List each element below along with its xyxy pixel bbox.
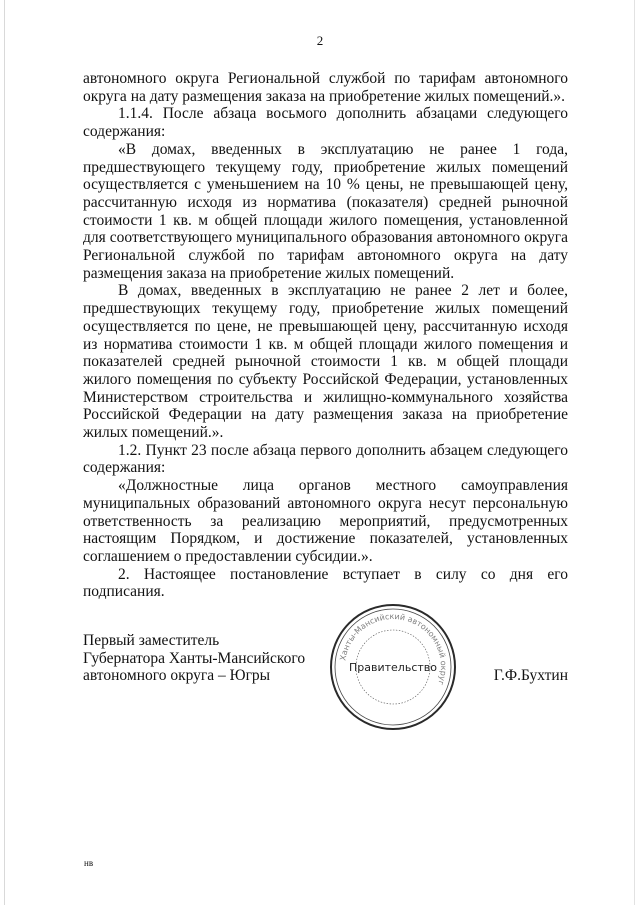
- signatory-title-line: Губернатора Ханты-Мансийского: [83, 649, 306, 667]
- stamp-center-text: Правительство: [349, 661, 437, 674]
- paragraph-quote-2-years: В домах, введенных в эксплуатацию не ранее 2 лет и более, предшествующих текущему году, приобретение жилых помещений осуществляется по цене, не превышающей цену, рассчитанную исходя из норматива стоимости 1 кв. м общей площади жилого помещения и показателей средней рыночной стоимости 1 кв. м общей площади жилого помещения по субъекту Российской Федерации, установленных Министерством строительства и жилищно-коммунального хозяйства Российской Федерации на дату размещения заказа на приобретение жилых помещений.».: [83, 282, 568, 442]
- signatory-name: Г.Ф.Бухтин: [493, 667, 568, 684]
- scan-edge-left: [4, 0, 5, 905]
- signatory-title: [83, 632, 305, 685]
- page-number: 2: [316, 33, 324, 48]
- paragraph-1-1-4: 1.1.4. После абзаца восьмого дополнить абзацами следующего содержания:: [83, 105, 568, 141]
- signatory-title-line: Первый заместитель: [83, 632, 220, 649]
- signatory-title-line: автономного округа – Югры: [83, 667, 271, 685]
- paragraph-continuation: автономного округа Региональной службой по тарифам автономного округа на дату размещения заказа на приобретение жилых помещений.».: [83, 70, 568, 105]
- official-stamp: [327, 601, 459, 733]
- document-body: [83, 70, 568, 601]
- scan-edge-right: [634, 0, 635, 905]
- paragraph-1-2: 1.2. Пункт 23 после абзаца первого дополнить абзацем следующего содержания:: [83, 441, 568, 477]
- footer-initials: нв: [84, 858, 94, 868]
- stamp-seal-graphic: [327, 601, 459, 733]
- paragraph-2: 2. Настоящее постановление вступает в силу со дня его подписания.: [83, 565, 568, 601]
- signature-block: [83, 632, 568, 742]
- stamp-ring-text: Ханты-Мансийский автономный округ: [338, 611, 449, 687]
- paragraph-quote-1-year: «В домах, введенных в эксплуатацию не ранее 1 года, предшествующего текущему году, приобретение жилых помещений осуществляется с уменьшением на 10 % цены, не превышающей цену, рассчитанную исходя из норматива (показателя) средней рыночной стоимости 1 кв. м общей площади жилого помещения, установленной для соответствующего муниципального образования автономного округа Региональной службой по тарифам автономного округа на дату размещения заказа на приобретение жилых помещений.: [83, 140, 568, 282]
- paragraph-quote-responsibility: «Должностные лица органов местного самоуправления муниципальных образований автономного округа несут персональную ответственность за реализацию мероприятий, предусмотренных настоящим Порядком, и достижение показателей, установленных соглашением о предоставлении субсидии.».: [83, 477, 568, 565]
